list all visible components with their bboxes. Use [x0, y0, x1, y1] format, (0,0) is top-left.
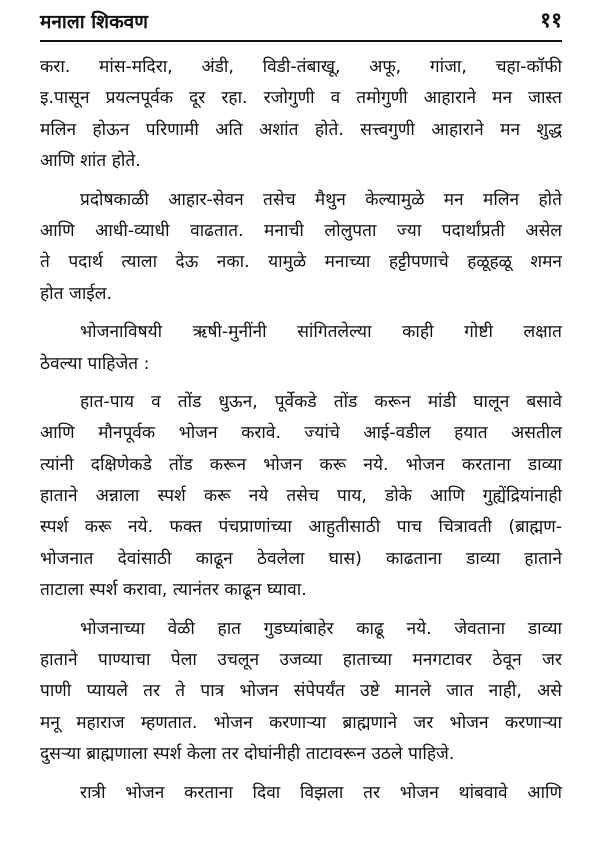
- text-line: आणि आधी-व्याधी वाढतात. मनाची लोलुपता ज्या पदार्थांप्रती असेल: [40, 220, 562, 241]
- text-line: रात्री भोजन करताना दिवा विझला तर भोजन थांबवावे आणि: [80, 782, 562, 803]
- running-title: मनाला शिकवण: [40, 11, 148, 33]
- text-line: आणि शांत होते.: [40, 151, 141, 172]
- text-line: आणि मौनपूर्वक भोजन करावे. ज्यांचे आई-वडील हयात असतील: [40, 423, 562, 444]
- text-line: भोजनाविषयी ऋषी-मुनींनी सांगितलेल्या काही गोष्टी लक्षात: [80, 322, 562, 343]
- text-line: हाताने पाण्याचा पेला उचलून उजव्या हाताच्या मनगटावर ठेवून जर: [40, 650, 562, 671]
- text-line: इ.पासून प्रयत्नपूर्वक दूर रहा. रजोगुणी व तमोगुणी आहाराने मन जास्त: [40, 88, 562, 109]
- text-line: पाणी प्यायले तर ते पात्र भोजन संपेपर्यंत उष्टे मानले जात नाही, असे: [40, 681, 562, 702]
- text-line: प्रदोषकाळी आहार-सेवन तसेच मैथुन केल्यामुळे मन मलिन होते: [80, 189, 562, 210]
- body-text: [40, 52, 562, 809]
- text-line: भोजनात देवांसाठी काढून ठेवलेला घास) काढताना डाव्या हाताने: [40, 548, 562, 569]
- text-line: करा. मांस-मदिरा, अंडी, विडी-तंबाखू, अफू, गांजा, चहा-कॉफी: [40, 57, 562, 77]
- text-line: हात-पाय व तोंड धुऊन, पूर्वेकडे तोंड करून मांडी घालून बसावे: [80, 391, 562, 412]
- text-line: त्यांनी दक्षिणेकडे तोंड करून भोजन करू नये. भोजन करताना डाव्या: [40, 454, 562, 475]
- paragraph: [40, 52, 562, 178]
- text-line: स्पर्श करू नये. फक्त पंचप्राणांच्या आहुतीसाठी पाच चित्रावती (ब्राह्मण-: [40, 517, 562, 538]
- text-line: मनू महाराज म्हणतात. भोजन करणाऱ्या ब्राह्मणाने जर भोजन करणाऱ्या: [40, 712, 562, 733]
- text-line: ठेवल्या पाहिजेत :: [40, 353, 150, 374]
- text-line: ते पदार्थ त्याला देऊ नका. यामुळे मनाच्या हट्टीपणाचे हळूहळू शमन: [40, 252, 562, 273]
- text-line: ताटाला स्पर्श करावा, त्यानंतर काढून घ्यावा.: [40, 580, 307, 601]
- paragraph: [40, 778, 562, 809]
- text-line: होत जाईल.: [40, 283, 112, 304]
- page-number: ११: [540, 8, 562, 32]
- text-line: मलिन होऊन परिणामी अति अशांत होते. सत्त्वगुणी आहाराने मन शुद्ध: [40, 119, 562, 140]
- text-line: भोजनाच्या वेळी हात गुडघ्यांबाहेर काढू नये. जेवताना डाव्या: [80, 618, 562, 639]
- paragraph: [40, 317, 562, 380]
- paragraph: [40, 614, 562, 771]
- text-line: दुसऱ्या ब्राह्मणाला स्पर्श केला तर दोघांनीही ताटावरून उठले पाहिजे.: [40, 744, 455, 765]
- text-line: हाताने अन्नाला स्पर्श करू नये तसेच पाय, डोके आणि गुह्येंद्रियांनाही: [40, 486, 562, 507]
- page-header: [40, 4, 562, 42]
- paragraph: [40, 387, 562, 607]
- paragraph: [40, 185, 562, 311]
